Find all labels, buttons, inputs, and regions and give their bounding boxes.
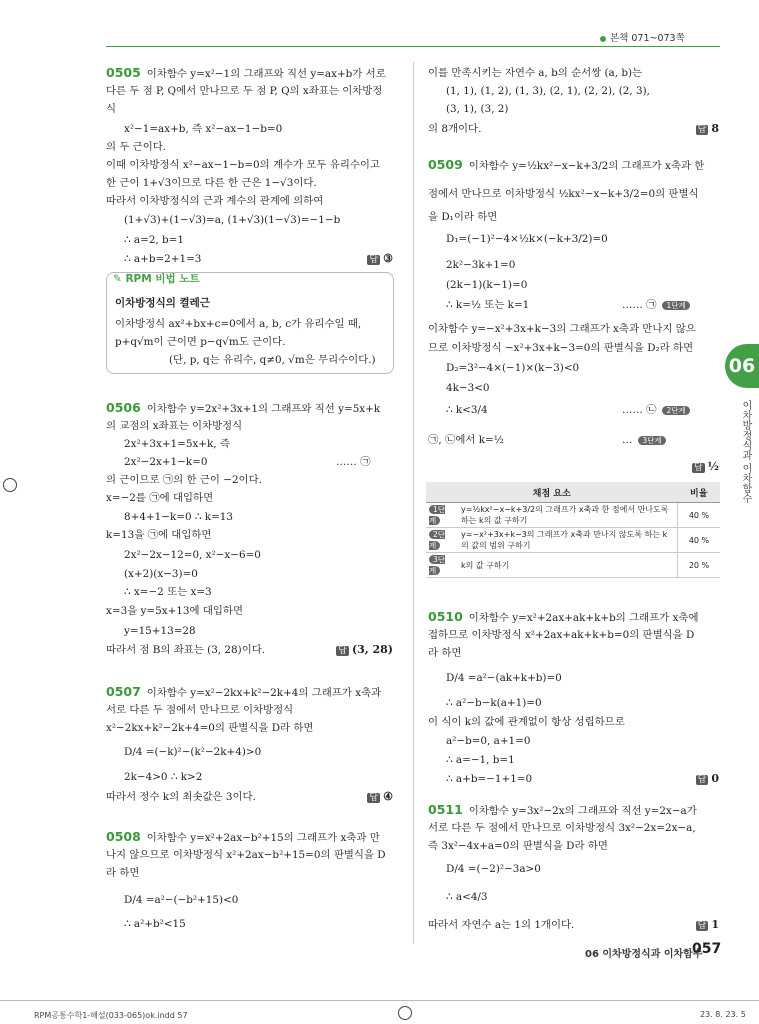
- right-text-line: [446, 862, 541, 876]
- step-badge: 2단계: [662, 406, 689, 415]
- registration-mark-icon: [3, 478, 17, 492]
- line-text: D₂=3²−4×(−1)×(k−3)<0: [446, 362, 580, 374]
- page-header: [600, 30, 685, 44]
- left-text-line: [124, 624, 196, 638]
- answer-icon: 답: [693, 463, 703, 473]
- right-text-line: [446, 84, 650, 98]
- line-text: 의 근이므로 ㉠의 한 근이 −2이다.: [106, 474, 262, 486]
- left-text-line: [124, 437, 230, 451]
- line-text: D/4 =a²−(−b²+15)<0: [124, 894, 239, 906]
- step-badge: 1단계: [429, 505, 446, 525]
- line-text: 이차함수 y=x²+2ax−b²+15의 그래프가 x축과 만: [146, 832, 380, 844]
- step-badge: 2단계: [429, 530, 446, 550]
- line-text: 이차함수 y=x²−1의 그래프와 직선 y=ax+b가 서로: [146, 68, 386, 80]
- left-text-line: [124, 567, 198, 581]
- right-text-line: [428, 803, 697, 818]
- line-text: y=15+13=28: [124, 625, 196, 637]
- header-text: 본책 071~073쪽: [610, 33, 685, 44]
- left-text-line: [124, 252, 201, 266]
- line-text: 즉 3x²−4x+a=0의 판별식을 D라 하면: [428, 840, 608, 852]
- left-text-line: [124, 585, 212, 599]
- step-badge: 3단계: [638, 436, 665, 445]
- line-text: ∴ x=−2 또는 x=3: [124, 586, 212, 598]
- answer-icon: 답: [697, 125, 707, 135]
- problem-number: 0511: [428, 802, 463, 817]
- right-text-line: [446, 381, 490, 395]
- answer-value: 1: [711, 918, 719, 931]
- left-text-line: [124, 213, 340, 227]
- answer-box: [367, 252, 393, 267]
- line-text: 점에서 만나므로 이차방정식 ½kx²−x−k+3/2=0의 판별식: [428, 188, 699, 200]
- left-text-line: [106, 158, 380, 172]
- right-text-line: [446, 102, 508, 116]
- table-row: [426, 553, 720, 578]
- registration-mark-icon: [398, 1006, 412, 1020]
- line-text: ∴ a+b=2+1=3: [124, 253, 202, 265]
- line-text: 이차함수 y=½kx²−x−k+3/2의 그래프가 x축과 한: [468, 160, 705, 172]
- line-text: 서로 다른 두 점에서 만나므로 이차방정식: [106, 704, 294, 716]
- right-text-line: [428, 158, 704, 173]
- right-text-line: [446, 696, 542, 710]
- line-text: k=13을 ㉠에 대입하면: [106, 529, 212, 541]
- left-text-line: [124, 455, 207, 469]
- left-text-line: [106, 140, 166, 154]
- right-text-line: [446, 753, 515, 767]
- left-text-line: [106, 473, 262, 487]
- step-badge: 3단계: [429, 555, 446, 575]
- line-text: D/4 =(−k)²−(k²−2k+4)>0: [124, 746, 262, 758]
- line-text: 따라서 이차방정식의 근과 계수의 관계에 의하여: [106, 195, 324, 207]
- right-text-line: [446, 772, 532, 786]
- right-text-line: [428, 322, 696, 336]
- right-text-line: [428, 821, 696, 835]
- rpm-note-box: [106, 272, 394, 374]
- right-text-line: [428, 610, 699, 625]
- right-text-line: [428, 187, 699, 201]
- left-text-line: [106, 194, 323, 208]
- line-text: ∴ a=2, b=1: [124, 234, 184, 246]
- line-text: 따라서 자연수 a는 1의 1개이다.: [428, 919, 575, 931]
- answer-box: [696, 772, 719, 787]
- answer-value: ③: [383, 252, 393, 265]
- answer-value: ½: [707, 460, 719, 473]
- left-text-line: [124, 770, 202, 784]
- line-text: 므로 이차방정식 −x²+3x+k−3=0의 판별식을 D₂라 하면: [428, 342, 694, 354]
- line-text: 2k−4>0 ∴ k>2: [124, 771, 203, 783]
- line-text: 의 교점의 x좌표는 이차방정식: [106, 420, 243, 432]
- marker-text: …… ㉡: [622, 404, 657, 416]
- line-text: 접하므로 이차방정식 x²+2ax+ak+k+b=0의 판별식을 D: [428, 629, 695, 641]
- line-text: (1, 1), (1, 2), (1, 3), (2, 1), (2, 2), (2, 3),: [446, 85, 650, 97]
- left-text-line: [106, 176, 317, 190]
- line-text: 2x²+3x+1=5x+k, 즉: [124, 438, 230, 450]
- left-text-line: [106, 721, 313, 735]
- answer-icon: 답: [697, 921, 707, 931]
- line-text: a²−b=0, a+1=0: [446, 735, 531, 747]
- right-text-line: [428, 628, 694, 642]
- left-text-line: [106, 830, 380, 845]
- table-cell-text: k의 값 구하기: [458, 553, 678, 578]
- line-text: 2x²−2x+1−k=0: [124, 456, 208, 468]
- line-text: x=3을 y=5x+13에 대입하면: [106, 605, 243, 617]
- line-text: 식: [106, 103, 117, 115]
- line-text: (x+2)(x−3)=0: [124, 568, 198, 580]
- line-text: (3, 1), (3, 2): [446, 103, 509, 115]
- left-text-line: [124, 233, 184, 247]
- line-text: ∴ a<4/3: [446, 891, 488, 903]
- scoring-table: [426, 482, 720, 578]
- left-text-line: [124, 548, 261, 562]
- footer-chapter: 06 이차방정식과 이차함수: [585, 949, 703, 960]
- marker-text: …: [622, 434, 633, 446]
- line-text: 한 근이 1+√3이므로 다른 한 근은 1−√3이다.: [106, 177, 317, 189]
- left-text-line: [106, 604, 243, 618]
- problem-number: 0510: [428, 609, 463, 624]
- step-badge: 1단계: [662, 301, 689, 310]
- left-text-line: [106, 643, 265, 657]
- line-text: 이차함수 y=x²+2ax+ak+k+b의 그래프가 x축에: [468, 612, 699, 624]
- right-text-line: [428, 210, 497, 224]
- line-text: x=−2를 ㉠에 대입하면: [106, 492, 214, 504]
- left-text-line: [106, 491, 213, 505]
- table-cell-ratio: 40 %: [678, 503, 721, 528]
- line-text: 2x²−2x−12=0, x²−x−6=0: [124, 549, 261, 561]
- line-text: 이차함수 y=3x²−2x의 그래프와 직선 y=2x−a가: [468, 805, 697, 817]
- table-row: [426, 528, 720, 553]
- rpm-note-line-3: (단, p, q는 유리수, q≠0, √m은 무리수이다.): [169, 354, 376, 366]
- answer-icon: 답: [338, 646, 347, 656]
- line-text: 8+4+1−k=0 ∴ k=13: [124, 511, 234, 523]
- right-text-line: [428, 646, 461, 660]
- right-text-line: [428, 433, 504, 447]
- left-text-line: [106, 866, 139, 880]
- line-text: 라 하면: [428, 647, 462, 659]
- line-text: D/4 =(−2)²−3a>0: [446, 863, 541, 875]
- line-text: ∴ a²−b−k(a+1)=0: [446, 697, 542, 709]
- left-text-line: [124, 510, 233, 524]
- right-text-line: [428, 341, 693, 355]
- rpm-note-badge: ✎ RPM 비법 노트: [113, 273, 200, 285]
- column-divider: [413, 62, 414, 944]
- answer-value: (3, 28): [351, 643, 393, 656]
- line-text: (1+√3)+(1−√3)=a, (1+√3)(1−√3)=−1−b: [124, 214, 341, 226]
- line-text: ∴ k<3/4: [446, 404, 488, 416]
- line-text: 따라서 정수 k의 최솟값은 3이다.: [106, 791, 256, 803]
- left-text-line: [106, 419, 242, 433]
- right-text-line: [446, 671, 562, 685]
- chapter-tab: 06: [725, 344, 759, 388]
- table-cell-ratio: 40 %: [678, 528, 721, 553]
- line-text: x²−1=ax+b, 즉 x²−ax−1−b=0: [124, 123, 283, 135]
- chapter-side-label: 이차방정식과 이차함수: [740, 400, 751, 504]
- line-text: 이차함수 y=x²−2kx+k²−2k+4의 그래프가 x축과: [146, 687, 382, 699]
- right-text-line: [428, 715, 625, 729]
- step-marker: [622, 433, 666, 448]
- answer-value: 8: [711, 122, 719, 135]
- table-cell-text: y=½kx²−x−k+3/2의 그래프가 x축과 한 점에서 만나도록 하는 k의 값 구하기: [458, 503, 678, 528]
- marker-left: …… ㉠: [336, 456, 371, 468]
- problem-number: 0508: [106, 829, 141, 844]
- table-cell-ratio: 20 %: [678, 553, 721, 578]
- line-text: ㉠, ㉡에서 k=½: [428, 434, 504, 446]
- line-text: 이때 이차방정식 x²−ax−1−b=0의 계수가 모두 유리수이고: [106, 159, 380, 171]
- line-text: ∴ k=½ 또는 k=1: [446, 299, 530, 311]
- answer-icon: 답: [697, 775, 707, 785]
- line-text: (2k−1)(k−1)=0: [446, 279, 528, 291]
- answer-box: [367, 790, 393, 805]
- problem-number: 0509: [428, 157, 463, 172]
- header-rule: [106, 46, 720, 47]
- table-header-ratio: 비율: [678, 482, 721, 503]
- right-text-line: [428, 839, 608, 853]
- table-row: [426, 503, 720, 528]
- line-text: 라 하면: [106, 867, 140, 879]
- answer-box: [336, 643, 393, 658]
- left-text-line: [106, 685, 381, 700]
- rpm-note-line-2: p+q√m이 근이면 p−q√m도 근이다.: [115, 336, 286, 348]
- left-text-line: [106, 703, 293, 717]
- answer-icon: 답: [369, 255, 379, 265]
- left-text-line: [106, 102, 116, 116]
- left-text-line: [124, 745, 261, 759]
- page-number: 057: [692, 941, 722, 957]
- line-text: 4k−3<0: [446, 382, 490, 394]
- right-text-line: [446, 278, 527, 292]
- answer-icon: 답: [369, 793, 379, 803]
- note-pencil-icon: ✎: [113, 273, 122, 285]
- right-text-line: [446, 890, 488, 904]
- line-text: 따라서 점 B의 좌표는 (3, 28)이다.: [106, 644, 266, 656]
- left-text-line: [106, 401, 380, 416]
- line-text: 2k²−3k+1=0: [446, 259, 516, 271]
- line-text: ∴ a²+b²<15: [124, 918, 186, 930]
- left-text-line: [106, 848, 386, 862]
- right-text-line: [446, 734, 530, 748]
- table-cell-text: y=−x²+3x+k−3의 그래프가 x축과 만나지 않도록 하는 k의 값의 범위 구하기: [458, 528, 678, 553]
- footer-date: 23. 8. 23. 5: [700, 1010, 746, 1019]
- right-text-line: [446, 232, 608, 246]
- answer-value: 0: [711, 772, 719, 785]
- problem-number: 0507: [106, 684, 141, 699]
- line-text: 서로 다른 두 점에서 만나므로 이차방정식 3x²−2x=2x−a,: [428, 822, 696, 834]
- line-text: 의 두 근이다.: [106, 141, 167, 153]
- right-text-line: [446, 361, 579, 375]
- footer-rule: [0, 1000, 759, 1001]
- line-text: ∴ a=−1, b=1: [446, 754, 515, 766]
- answer-value: ④: [383, 790, 393, 803]
- rpm-note-line-1: 이차방정식 ax²+bx+c=0에서 a, b, c가 유리수일 때,: [115, 318, 362, 330]
- left-text-line: [124, 917, 186, 931]
- answer-box: [692, 460, 719, 475]
- header-dot: [600, 36, 606, 42]
- answer-box: [696, 122, 719, 137]
- line-text: x²−2kx+k²−2k+4=0의 판별식을 D라 하면: [106, 722, 314, 734]
- left-text-line: [124, 893, 238, 907]
- marker-text: …… ㉠: [622, 299, 657, 311]
- left-text-line: [106, 84, 382, 98]
- line-text: 의 8개이다.: [428, 123, 482, 135]
- rpm-note-title: 이차방정식의 켤레근: [115, 297, 210, 309]
- footer-file: RPM공통수학1-해설(033-065)ok.indd 57: [34, 1011, 188, 1020]
- right-text-line: [446, 258, 515, 272]
- line-text: D/4 =a²−(ak+k+b)=0: [446, 672, 562, 684]
- answer-box: [696, 918, 719, 933]
- left-text-line: [106, 528, 211, 542]
- problem-number: 0506: [106, 400, 141, 415]
- right-text-line: [428, 122, 481, 136]
- line-text: 이차함수 y=2x²+3x+1의 그래프와 직선 y=5x+k: [146, 403, 381, 415]
- line-text: 이 식이 k의 값에 관계없이 항상 성립하므로: [428, 716, 625, 728]
- line-text: 이를 만족시키는 자연수 a, b의 순서쌍 (a, b)는: [428, 67, 643, 79]
- line-text: ∴ a+b=−1+1=0: [446, 773, 533, 785]
- left-text-line: [106, 66, 386, 81]
- right-text-line: [446, 298, 529, 312]
- line-text: D₁=(−1)²−4×½k×(−k+3/2)=0: [446, 233, 608, 245]
- line-text: 을 D₁이라 하면: [428, 211, 498, 223]
- right-text-line: [446, 403, 488, 417]
- right-text-line: [428, 918, 574, 932]
- line-text: 나지 않으므로 이차방정식 x²+2ax−b²+15=0의 판별식을 D: [106, 849, 386, 861]
- left-text-line: [124, 122, 282, 136]
- problem-number: 0505: [106, 65, 141, 80]
- step-marker: [622, 403, 690, 418]
- right-text-line: [428, 66, 642, 80]
- line-text: 다른 두 점 P, Q에서 만나므로 두 점 P, Q의 x좌표는 이차방정: [106, 85, 383, 97]
- left-text-line: [106, 790, 256, 804]
- line-text: 이차함수 y=−x²+3x+k−3의 그래프가 x축과 만나지 않으: [428, 323, 696, 335]
- step-marker: [622, 298, 690, 313]
- table-header-element: 채점 요소: [426, 482, 678, 503]
